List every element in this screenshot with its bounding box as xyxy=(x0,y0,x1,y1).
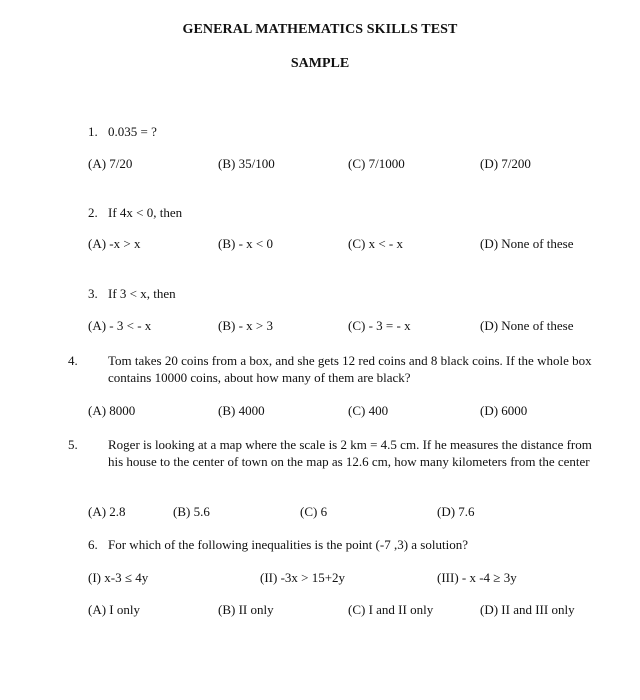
question-4 xyxy=(68,352,608,386)
question-text: Tom takes 20 coins from a box, and she gets 12 red coins and 8 black coins. If the whole box contains 10000 coins, about how many of them are black? xyxy=(108,353,592,385)
q1-option-a: (A) 7/20 xyxy=(88,156,133,171)
page-subtitle: SAMPLE xyxy=(290,56,350,71)
q4-option-c: (C) 400 xyxy=(348,403,389,418)
q6-statement-1: (I) x-3 ≤ 4y xyxy=(88,570,149,585)
question-number: 6. xyxy=(88,537,98,552)
q1-option-c: (C) 7/1000 xyxy=(348,156,405,171)
q6-option-d: (D) II and III only xyxy=(480,602,575,617)
question-text: If 3 < x, then xyxy=(108,286,176,301)
question-text: For which of the following inequalities is the point (-7 ,3) a solution? xyxy=(108,537,468,552)
q2-option-b: (B) - x < 0 xyxy=(218,236,273,251)
question-2 xyxy=(88,205,182,221)
q4-option-d: (D) 6000 xyxy=(480,403,528,418)
q6-statement-2: (II) -3x > 15+2y xyxy=(260,570,346,585)
q4-option-a: (A) 8000 xyxy=(88,403,136,418)
question-text: 0.035 = ? xyxy=(108,124,157,139)
q2-option-d: (D) None of these xyxy=(480,236,574,251)
question-number: 1. xyxy=(88,124,98,139)
q5-option-c: (C) 6 xyxy=(300,504,328,519)
question-number: 3. xyxy=(88,286,98,301)
q6-option-a: (A) I only xyxy=(88,602,140,617)
q1-option-b: (B) 35/100 xyxy=(218,156,275,171)
q3-option-b: (B) - x > 3 xyxy=(218,318,273,333)
q5-option-d: (D) 7.6 xyxy=(437,504,475,519)
question-text: Roger is looking at a map where the scale is 2 km = 4.5 cm. If he measures the distance from his house to the center of town on the map as 12.6 cm, how many kilometers from the center xyxy=(108,437,592,469)
question-6 xyxy=(88,537,468,553)
q2-option-c: (C) x < - x xyxy=(348,236,403,251)
q2-option-a: (A) -x > x xyxy=(88,236,141,251)
question-number: 4. xyxy=(68,353,78,368)
q3-option-a: (A) - 3 < - x xyxy=(88,318,152,333)
question-5 xyxy=(68,436,608,470)
q4-option-b: (B) 4000 xyxy=(218,403,265,418)
q3-option-c: (C) - 3 = - x xyxy=(348,318,411,333)
question-number: 5. xyxy=(68,437,78,452)
question-text: If 4x < 0, then xyxy=(108,205,183,220)
q5-option-a: (A) 2.8 xyxy=(88,504,126,519)
q5-option-b: (B) 5.6 xyxy=(173,504,210,519)
q1-option-d: (D) 7/200 xyxy=(480,156,531,171)
question-number: 2. xyxy=(88,205,98,220)
q6-option-c: (C) I and II only xyxy=(348,602,434,617)
page-title: GENERAL MATHEMATICS SKILLS TEST xyxy=(182,22,458,37)
q6-statement-3: (III) - x -4 ≥ 3y xyxy=(437,570,517,585)
question-3 xyxy=(88,286,176,302)
question-1 xyxy=(88,124,157,140)
q6-option-b: (B) II only xyxy=(218,602,274,617)
q3-option-d: (D) None of these xyxy=(480,318,574,333)
